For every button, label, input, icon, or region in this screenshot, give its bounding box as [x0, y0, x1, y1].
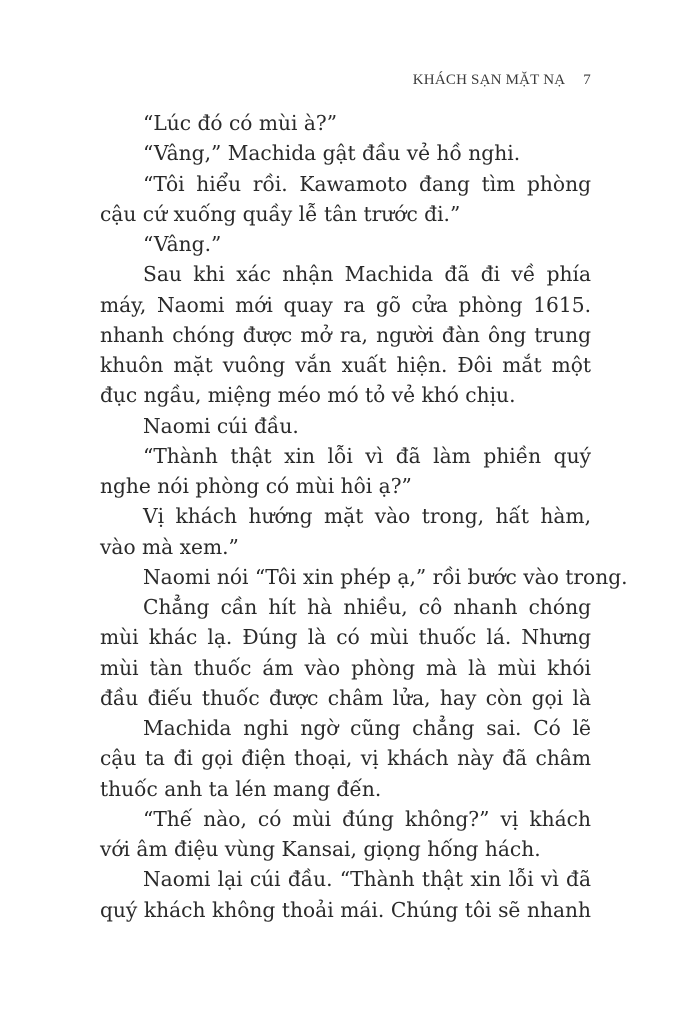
- text-line: Sau khi xác nhận Machida đã đi về phía: [143, 262, 591, 287]
- page-number: 7: [583, 72, 591, 88]
- text-line: thuốc anh ta lén mang đến.: [100, 776, 382, 801]
- text-line: mùi khác lạ. Đúng là có mùi thuốc lá. Nhưng: [100, 625, 591, 650]
- body-text: [100, 108, 628, 925]
- running-header: [100, 72, 591, 89]
- text-line: “Vâng.”: [143, 232, 222, 256]
- text-line: Machida nghi ngờ cũng chẳng sai. Có lẽ: [143, 716, 591, 740]
- text-line: Naomi nói “Tôi xin phép ạ,” rồi bước vào trong.: [143, 564, 628, 589]
- text-line: vào mà xem.”: [100, 534, 239, 559]
- text-line: “Vâng,” Machida gật đầu vẻ hồ nghi.: [143, 141, 521, 166]
- text-line: nghe nói phòng có mùi hôi ạ?”: [100, 474, 412, 498]
- text-line: máy, Naomi mới quay ra gõ cửa phòng 1615.: [100, 292, 591, 317]
- text-line: khuôn mặt vuông vắn xuất hiện. Đôi mắt một: [100, 353, 591, 377]
- text-line: quý khách không thoải mái. Chúng tôi sẽ nhanh: [100, 897, 591, 922]
- text-line: “Lúc đó có mùi à?”: [143, 111, 338, 135]
- text-line: với âm điệu vùng Kansai, giọng hống hách.: [100, 837, 541, 861]
- text-line: cậu cứ xuống quầy lễ tân trước đi.”: [100, 201, 461, 226]
- text-line: “Thành thật xin lỗi vì đã làm phiền quý: [143, 443, 591, 468]
- book-title: KHÁCH SẠN MẶT NẠ: [412, 72, 566, 88]
- text-line: Vị khách hướng mặt vào trong, hất hàm,: [143, 504, 591, 529]
- text-line: nhanh chóng được mở ra, người đàn ông trung: [100, 322, 591, 347]
- text-line: đục ngầu, miệng méo mó tỏ vẻ khó chịu.: [100, 383, 516, 408]
- text-line: Chẳng cần hít hà nhiều, cô nhanh chóng: [143, 595, 591, 619]
- text-line: Naomi cúi đầu.: [143, 413, 299, 438]
- text-line: mùi tàn thuốc ám vào phòng mà là mùi khói: [100, 655, 591, 680]
- text-line: “Thế nào, có mùi đúng không?” vị khách: [143, 806, 591, 831]
- text-line: Naomi lại cúi đầu. “Thành thật xin lỗi vì đã: [143, 867, 591, 892]
- text-line: đầu điếu thuốc được châm lửa, hay còn gọi là: [100, 685, 591, 710]
- text-line: cậu ta đi gọi điện thoại, vị khách này đã châm: [100, 746, 591, 771]
- text-line: “Tôi hiểu rồi. Kawamoto đang tìm phòng: [143, 171, 591, 196]
